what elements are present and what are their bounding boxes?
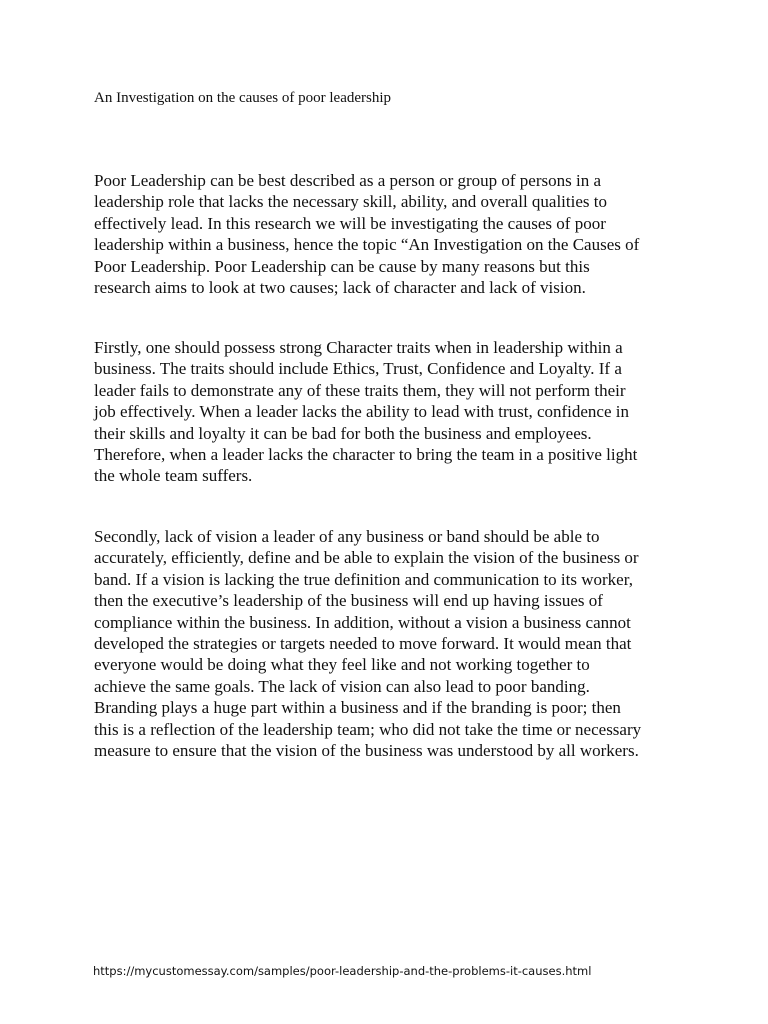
- paragraph-line: the whole team suffers.: [94, 466, 253, 486]
- source-url: https://mycustomessay.com/samples/poor-leadership-and-the-problems-it-causes.html: [93, 964, 592, 978]
- paragraph-line: Branding plays a huge part within a business and if the branding is poor; then: [94, 698, 621, 718]
- paragraph-line: research aims to look at two causes; lack of character and lack of vision.: [94, 278, 586, 298]
- paragraph-vision: [94, 526, 694, 761]
- paragraph-line: effectively lead. In this research we will be investigating the causes of poor: [94, 213, 606, 233]
- paragraph-line: job effectively. When a leader lacks the ability to lead with trust, confidence in: [94, 402, 629, 422]
- paragraph-line: leadership within a business, hence the topic “An Investigation on the Causes of: [94, 235, 640, 255]
- paragraph-line: leader fails to demonstrate any of these traits them, they will not perform their: [94, 380, 626, 400]
- paragraph-line: their skills and loyalty it can be bad for both the business and employees.: [94, 423, 592, 443]
- paragraph-line: everyone would be doing what they feel like and not working together to: [94, 655, 590, 675]
- paragraph-line: Poor Leadership. Poor Leadership can be cause by many reasons but this: [94, 256, 590, 276]
- paragraph-line: accurately, efficiently, define and be able to explain the vision of the business or: [94, 548, 639, 568]
- paragraph-character: [94, 337, 694, 487]
- paragraph-line: this is a reflection of the leadership team; who did not take the time or necessary: [94, 719, 642, 739]
- paragraph-line: Firstly, one should possess strong Character traits when in leadership within a: [94, 338, 623, 357]
- paragraph-definition: [94, 170, 694, 298]
- paragraph-line: then the executive’s leadership of the business will end up having issues of: [94, 591, 603, 611]
- paragraph-line: measure to ensure that the vision of the business was understood by all workers.: [94, 741, 639, 761]
- paragraph-line: band. If a vision is lacking the true definition and communication to its worker,: [94, 569, 633, 589]
- paragraph-line: achieve the same goals. The lack of vision can also lead to poor banding.: [94, 676, 590, 696]
- paragraph-line: compliance within the business. In addition, without a vision a business cannot: [94, 612, 631, 632]
- paragraph-line: Secondly, lack of vision a leader of any business or band should be able to: [94, 527, 600, 546]
- paragraph-line: leadership role that lacks the necessary skill, ability, and overall qualities to: [94, 192, 607, 212]
- paragraph-line: business. The traits should include Ethics, Trust, Confidence and Loyalty. If a: [94, 359, 622, 379]
- document-title: An Investigation on the causes of poor leadership: [94, 90, 392, 106]
- paragraph-line: developed the strategies or targets needed to move forward. It would mean that: [94, 634, 632, 654]
- paragraph-line: Poor Leadership can be best described as a person or group of persons in a: [94, 171, 602, 190]
- paragraph-line: Therefore, when a leader lacks the character to bring the team in a positive light: [94, 445, 638, 465]
